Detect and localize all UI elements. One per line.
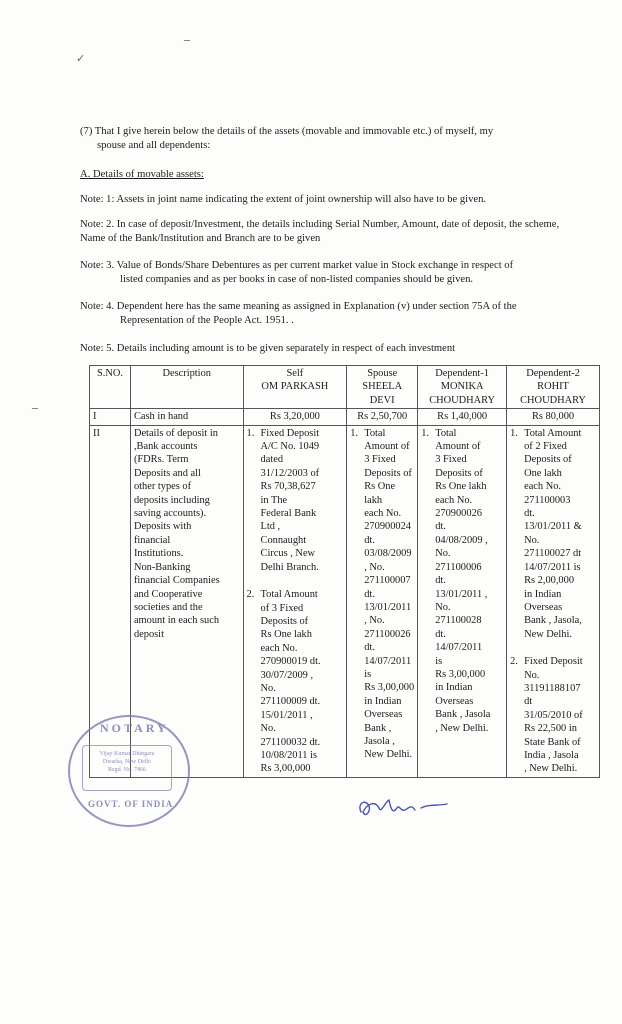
header-spouse: Spouse SHEELA DEVI	[347, 366, 418, 409]
text-line: dt	[524, 696, 533, 708]
seal-top-text: NOTARY	[100, 721, 169, 735]
signature-image	[355, 790, 465, 826]
text-line: Circus , New	[260, 548, 316, 560]
text-line: other types of	[133, 481, 192, 493]
text-line: Amount of	[364, 441, 410, 453]
text-line: 14/07/2011	[364, 655, 412, 667]
text-line: Rs 2,00,000	[524, 575, 575, 587]
text-line: (FDRs. Term	[133, 454, 189, 466]
text-line: each No.	[364, 508, 402, 520]
text-line: dt.	[524, 508, 535, 520]
table-header-row	[90, 366, 600, 409]
text-line: 271100009 dt.	[260, 696, 321, 708]
text-line: Fixed Deposit	[260, 427, 320, 439]
text-line: Non-Banking	[133, 561, 191, 573]
text-line: Rs 22,500 in	[524, 723, 577, 735]
text-line: One lakh	[524, 467, 562, 479]
text-line: 271100032 dt.	[260, 736, 321, 748]
text-line: Overseas	[524, 601, 563, 613]
text-line: Details of deposit in	[133, 427, 218, 439]
text-line: No.	[524, 669, 540, 681]
cell-dependent-1	[418, 425, 507, 777]
text-line: 270900026	[435, 508, 482, 520]
text-line: deposit	[133, 628, 164, 640]
text-line: Rs 3,00,000	[260, 763, 311, 775]
text-line: financial Companies	[133, 575, 220, 587]
text-line: 271100028	[435, 615, 482, 627]
seal-bottom-text: GOVT. OF INDIA	[88, 799, 174, 809]
text-line: New Delhi.	[524, 628, 572, 640]
text-line: 271100006	[435, 561, 482, 573]
note3-line1: Note: 3. Value of Bonds/Share Debentures as per current market value in Stock exchange in respect of	[80, 260, 514, 271]
text-line: of 2 Fixed	[524, 441, 567, 453]
text-line: Bank , Jasola,	[524, 615, 582, 627]
text-line: No.	[260, 682, 276, 694]
note-1: Note: 1: Assets in joint name indicating the extent of joint ownership will also have to be given.	[80, 194, 487, 205]
movable-assets-table	[89, 365, 600, 778]
text-line: Rs 70,38,627	[260, 481, 316, 493]
text-line: is	[435, 655, 443, 667]
text-line: Rs One lakh	[435, 481, 487, 493]
cell-sno: I	[90, 409, 131, 425]
text-line: societies and the	[133, 601, 203, 613]
text-line: No.	[524, 534, 540, 546]
text-line: Jasola ,	[364, 735, 395, 747]
text-line: New Delhi.	[364, 749, 413, 761]
text-line: , New Delhi.	[524, 763, 578, 775]
cell-sno: II	[90, 425, 131, 777]
cell-self: Rs 3,20,000	[243, 409, 347, 425]
text-line: dt.	[435, 575, 446, 587]
text-line: dt.	[435, 628, 446, 640]
text-line: dt.	[435, 521, 446, 533]
text-line: dated	[260, 454, 284, 466]
text-line: dt.	[364, 534, 375, 546]
text-line: Total Amount	[260, 589, 318, 601]
text-line: Total	[364, 427, 386, 439]
margin-mark: –	[32, 400, 38, 414]
text-line: 3 Fixed	[435, 454, 467, 466]
text-line: No.	[435, 601, 451, 613]
dependent2-deposit-2: 2. Fixed Deposit No. 31191188107 dt 31/05/2010 of Rs 22,500 in State Bank of India , Jasola , New Delhi.	[510, 655, 596, 776]
cell-dependent-1: Rs 1,40,000	[418, 409, 507, 425]
table-row-cash	[90, 409, 600, 425]
text-line: 271100003	[524, 494, 571, 506]
text-line: Fixed Deposit	[524, 656, 583, 668]
header-dependent-2: Dependent-2 ROHIT CHOUDHARY	[507, 366, 600, 409]
note-4	[80, 300, 580, 328]
text-line: and Cooperative	[133, 588, 203, 600]
text-line: 271100026	[364, 628, 411, 640]
text-line: 14/07/2011 is	[524, 561, 581, 573]
text-line: 04/08/2009 ,	[435, 534, 488, 546]
dependent2-deposit-1: 1. Total Amount of 2 Fixed Deposits of One lakh each No. 271100003 dt. 13/01/2011 & No. 271100027 dt 14/07/2011 is Rs 2,00,000 in Indian Overseas Bank , Jasola, New Delhi.	[510, 427, 596, 642]
para7-line2: spouse and all dependents:	[97, 140, 211, 151]
dependent1-deposit-1: 1. Total Amount of 3 Fixed Deposits of Rs One lakh each No. 270900026 dt. 04/08/2009 , No. 271100006 dt. 13/01/2011 , No. 271100028 dt. 14/07/2011 is Rs 3,00,000 in Indian Overseas Bank , Jasola , New Delhi.	[421, 427, 503, 735]
text-line: Deposits of	[435, 467, 483, 479]
cell-self	[243, 425, 347, 777]
text-line: 271100007	[364, 575, 411, 587]
text-line: Deposits and all	[133, 467, 201, 479]
text-line: each No.	[524, 481, 562, 493]
text-line: 13/01/2011	[364, 601, 412, 613]
text-line: 30/07/2009 ,	[260, 669, 314, 681]
text-line: No.	[435, 548, 451, 560]
text-line: 03/08/2009	[364, 548, 412, 560]
text-line: Bank , Jasola	[435, 709, 491, 721]
text-line: Rs 3,00,000	[435, 668, 486, 680]
text-line: 270900019 dt.	[260, 656, 321, 668]
note4-line1: Note: 4. Dependent here has the same meaning as assigned in Explanation (v) under section 75A of the	[80, 301, 517, 312]
text-line: Rs One lakh	[364, 481, 396, 506]
text-line: Bank ,	[364, 722, 392, 734]
text-line: A/C No. 1049	[260, 441, 320, 453]
text-line: Total Amount	[524, 427, 582, 439]
text-line: , No.	[364, 561, 385, 573]
paragraph-7	[80, 125, 580, 153]
text-line: Amount of	[435, 441, 481, 453]
cell-spouse: Rs 2,50,700	[347, 409, 418, 425]
cell-dependent-2	[507, 425, 600, 777]
note-2: Note: 2. In case of deposit/Investment, the details including Serial Number, Amount, date of deposit, the scheme, Name of the Bank/Institution and Branch are to be given	[80, 219, 560, 244]
text-line: 31191188107	[524, 682, 581, 694]
text-line: deposits including	[133, 494, 210, 506]
cell-spouse	[347, 425, 418, 777]
text-line: is	[364, 668, 372, 680]
text-line: Rs One lakh	[260, 629, 312, 641]
text-line: No.	[260, 723, 276, 735]
text-line: 270900024	[364, 521, 411, 533]
text-line: 13/01/2011 ,	[435, 588, 488, 600]
text-line: ,Bank accounts	[133, 441, 198, 453]
header-sno: S.NO.	[90, 366, 131, 409]
section-heading-a: A. Details of movable assets:	[80, 169, 204, 180]
self-deposit-1: 1. Fixed Deposit A/C No. 1049 dated 31/12/2003 of Rs 70,38,627 in The Federal Bank Ltd , Connaught Circus , New Delhi Branch.	[247, 427, 344, 574]
text-line: Federal Bank	[260, 508, 317, 520]
text-line: State Bank of	[524, 736, 581, 748]
header-dependent-1: Dependent-1 MONIKA CHOUDHARY	[418, 366, 507, 409]
text-line: Overseas	[364, 709, 403, 721]
text-line: dt.	[364, 642, 375, 654]
text-line: Delhi Branch.	[260, 561, 319, 573]
text-line: Deposits of	[364, 467, 412, 479]
text-line: of 3 Fixed	[260, 602, 304, 614]
text-line: Ltd ,	[260, 521, 281, 533]
text-line: Connaught	[260, 534, 307, 546]
seal-inner-box: Vijay Kumar Dhingara Dwarka, New Delhi Regd. No. 7466	[82, 745, 172, 791]
text-line: 15/01/2011 ,	[260, 709, 313, 721]
text-line: amount in each such	[133, 615, 220, 627]
text-line: Total	[435, 427, 457, 439]
note-5: Note: 5. Details including amount is to be given separately in respect of each investment	[80, 343, 456, 354]
text-line: in Indian	[524, 588, 562, 600]
text-line: each No.	[435, 494, 473, 506]
note-3	[80, 259, 580, 287]
text-line: Deposits of	[524, 454, 572, 466]
text-line: Deposits with	[133, 521, 192, 533]
note3-line2: listed companies and as per books in case of non-listed companies should be given.	[120, 274, 474, 285]
spouse-deposit-1: 1. Total Amount of 3 Fixed Deposits of Rs One lakh each No. 270900024 dt. 03/08/2009 , No. 271100007 dt. 13/01/2011 , No. 271100026 dt. 14/07/2011 is Rs 3,00,000 in Indian Overseas Bank , Jasola , New Delhi.	[350, 427, 415, 761]
self-deposit-2: 2. Total Amount of 3 Fixed Deposits of Rs One lakh each No. 270900019 dt. 30/07/2009 , No. 271100009 dt. 15/01/2011 , No. 271100032 dt. 10/08/2011 is Rs 3,00,000	[247, 588, 344, 776]
text-line: 13/01/2011 &	[524, 521, 582, 533]
text-line: 31/05/2010 of	[524, 709, 583, 721]
text-line: , New Delhi.	[435, 722, 489, 734]
header-description: Description	[130, 366, 243, 409]
text-line: , No.	[364, 615, 385, 627]
text-line: Overseas	[435, 695, 474, 707]
header-self: Self OM PARKASH	[243, 366, 347, 409]
text-line: India , Jasola	[524, 749, 579, 761]
page-mark: –	[184, 32, 190, 46]
text-line: in Indian	[364, 695, 402, 707]
notary-seal	[68, 715, 190, 827]
text-line: 10/08/2011 is	[260, 749, 317, 761]
text-line: 31/12/2003 of	[260, 467, 320, 479]
text-line: financial	[133, 534, 171, 546]
text-line: in The	[260, 494, 288, 506]
cell-description: Cash in hand	[130, 409, 243, 425]
text-line: each No.	[260, 642, 298, 654]
cell-dependent-2: Rs 80,000	[507, 409, 600, 425]
pen-tick: ✓	[76, 53, 86, 65]
para7-line1: (7) That I give herein below the details of the assets (movable and immovable etc.) of myself, my	[80, 126, 494, 137]
text-line: dt.	[364, 588, 375, 600]
text-line: 14/07/2011	[435, 642, 483, 654]
text-line: Deposits of	[260, 615, 309, 627]
text-line: saving accounts).	[133, 508, 207, 520]
text-line: in Indian	[435, 682, 473, 694]
text-line: Rs 3,00,000	[364, 682, 415, 694]
text-line: Institutions.	[133, 548, 184, 560]
text-line: 271100027 dt	[524, 548, 582, 560]
text-line: 3 Fixed	[364, 454, 396, 466]
note4-line2: Representation of the People Act. 1951. .	[120, 315, 294, 326]
